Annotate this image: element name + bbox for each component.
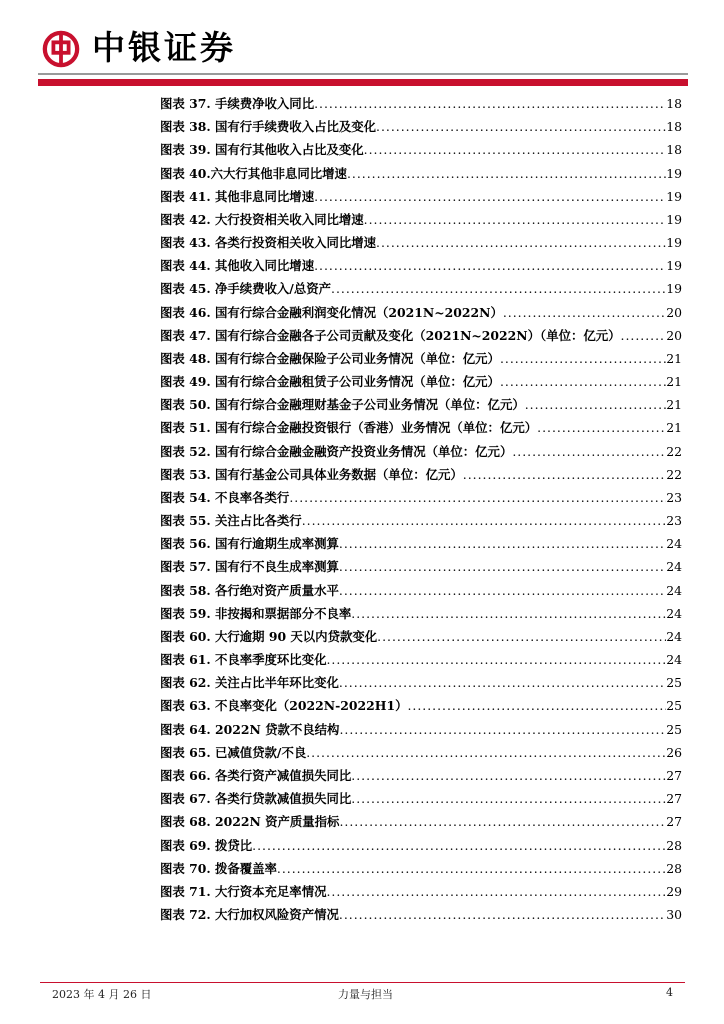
toc-entry-page[interactable]: 18 xyxy=(666,96,682,111)
toc-entry-title[interactable]: 图表 58. 各行绝对资产质量水平 xyxy=(160,582,339,598)
toc-entry[interactable] xyxy=(160,880,682,903)
toc-entry-page[interactable]: 21 xyxy=(666,397,682,413)
toc-entry[interactable] xyxy=(160,185,682,208)
toc-entry[interactable] xyxy=(160,347,682,370)
toc-entry-page[interactable]: 23 xyxy=(666,513,682,529)
toc-dot-leader xyxy=(364,208,667,231)
toc-entry-title[interactable]: 图表 67. 各类行贷款减值损失同比 xyxy=(160,791,352,807)
header-red-rule xyxy=(38,79,688,86)
toc-entry-page[interactable]: 24 xyxy=(666,652,682,668)
table-of-figures xyxy=(160,92,682,926)
toc-entry-page[interactable]: 18 xyxy=(666,142,682,158)
toc-entry-title[interactable]: 图表 70. 拨备覆盖率 xyxy=(160,860,277,876)
toc-entry[interactable] xyxy=(160,857,682,880)
footer-rule xyxy=(40,982,685,983)
toc-entry-title[interactable]: 图表 37. 手续费净收入同比 xyxy=(160,96,315,111)
toc-dot-leader xyxy=(364,138,667,161)
toc-dot-leader xyxy=(503,301,666,324)
toc-entry-title[interactable]: 图表 60. 大行逾期 90 天以内贷款变化 xyxy=(160,628,378,644)
toc-entry-page[interactable]: 27 xyxy=(666,814,682,830)
toc-entry-title[interactable]: 图表 63. 不良率变化（2022N-2022H1） xyxy=(160,698,408,714)
toc-dot-leader xyxy=(314,92,666,115)
toc-entry-page[interactable]: 21 xyxy=(666,420,682,436)
toc-entry-page[interactable]: 25 xyxy=(666,675,682,691)
toc-dot-leader xyxy=(500,370,666,393)
toc-dot-leader xyxy=(537,416,666,439)
toc-entry-title[interactable]: 图表 40.六大行其他非息同比增速 xyxy=(160,165,347,181)
toc-entry-title[interactable]: 图表 69. 拨贷比 xyxy=(160,837,253,853)
toc-dot-leader xyxy=(525,393,666,416)
toc-entry-page[interactable]: 21 xyxy=(666,350,682,366)
toc-entry-title[interactable]: 图表 71. 大行资本充足率情况 xyxy=(160,883,327,899)
toc-entry-title[interactable]: 图表 45. 净手续费收入/总资产 xyxy=(160,281,332,297)
toc-entry-page[interactable]: 27 xyxy=(666,767,682,783)
toc-entry-page[interactable]: 23 xyxy=(666,489,682,505)
toc-entry[interactable] xyxy=(160,579,682,602)
toc-entry-title[interactable]: 图表 62. 关注占比半年环比变化 xyxy=(160,675,339,691)
toc-entry-title[interactable]: 图表 39. 国有行其他收入占比及变化 xyxy=(160,142,364,158)
toc-dot-leader xyxy=(339,532,666,555)
toc-entry[interactable] xyxy=(160,92,682,115)
toc-entry-title[interactable]: 图表 66. 各类行资产减值损失同比 xyxy=(160,767,352,783)
toc-entry-page[interactable]: 19 xyxy=(666,211,682,227)
toc-dot-leader xyxy=(326,648,666,671)
toc-entry-title[interactable]: 图表 61. 不良率季度环比变化 xyxy=(160,652,327,668)
toc-dot-leader xyxy=(347,162,666,185)
toc-entry-page[interactable]: 25 xyxy=(666,721,682,737)
toc-entry[interactable] xyxy=(160,671,682,694)
toc-entry[interactable] xyxy=(160,231,682,254)
toc-dot-leader xyxy=(351,787,666,810)
toc-entry-title[interactable]: 图表 53. 国有行基金公司具体业务数据（单位：亿元） xyxy=(160,466,463,482)
toc-entry-title[interactable]: 图表 54. 不良率各类行 xyxy=(160,489,290,505)
toc-dot-leader xyxy=(331,277,666,300)
toc-entry[interactable] xyxy=(160,903,682,926)
toc-entry-page[interactable]: 28 xyxy=(666,837,682,853)
toc-entry-title[interactable]: 图表 41. 其他非息同比增速 xyxy=(160,188,315,204)
toc-entry-page[interactable]: 22 xyxy=(666,443,682,459)
toc-entry[interactable] xyxy=(160,509,682,532)
toc-entry-page[interactable]: 19 xyxy=(666,235,682,251)
toc-entry-title[interactable]: 图表 38. 国有行手续费收入占比及变化 xyxy=(160,119,377,135)
toc-entry-page[interactable]: 24 xyxy=(666,605,682,621)
toc-entry-title[interactable]: 图表 55. 关注占比各类行 xyxy=(160,513,302,529)
toc-dot-leader xyxy=(377,625,666,648)
toc-entry-page[interactable]: 19 xyxy=(666,165,682,181)
toc-entry-title[interactable]: 图表 59. 非按揭和票据部分不良率 xyxy=(160,605,352,621)
toc-entry[interactable] xyxy=(160,138,682,161)
toc-dot-leader xyxy=(339,555,666,578)
toc-entry[interactable] xyxy=(160,787,682,810)
footer-date: 2023 年 4 月 26 日 xyxy=(52,988,152,1001)
toc-dot-leader xyxy=(252,834,666,857)
toc-entry-page[interactable]: 24 xyxy=(666,582,682,598)
toc-entry-page[interactable]: 29 xyxy=(666,883,682,899)
toc-entry-page[interactable]: 24 xyxy=(666,559,682,575)
toc-entry-title[interactable]: 图表 52. 国有行综合金融金融资产投资业务情况（单位：亿元） xyxy=(160,443,513,459)
toc-entry-page[interactable]: 19 xyxy=(666,258,682,274)
toc-dot-leader xyxy=(302,509,667,532)
toc-entry-title[interactable]: 图表 49. 国有行综合金融租赁子公司业务情况（单位：亿元） xyxy=(160,374,500,390)
toc-dot-leader xyxy=(277,857,666,880)
toc-entry-title[interactable]: 图表 51. 国有行综合金融投资银行（香港）业务情况（单位：亿元） xyxy=(160,420,538,436)
toc-dot-leader xyxy=(463,463,666,486)
toc-entry-page[interactable]: 18 xyxy=(666,119,682,135)
toc-dot-leader xyxy=(339,718,666,741)
toc-entry[interactable] xyxy=(160,115,682,138)
toc-dot-leader xyxy=(339,579,666,602)
toc-entry-page[interactable]: 26 xyxy=(666,744,682,760)
header-gray-rule xyxy=(38,73,688,75)
toc-entry-title[interactable]: 图表 44. 其他收入同比增速 xyxy=(160,258,315,274)
toc-entry[interactable] xyxy=(160,370,682,393)
toc-dot-leader xyxy=(407,694,666,717)
toc-entry-page[interactable]: 28 xyxy=(666,860,682,876)
toc-entry[interactable] xyxy=(160,834,682,857)
toc-entry[interactable] xyxy=(160,532,682,555)
toc-dot-leader xyxy=(376,231,666,254)
toc-entry-page[interactable]: 19 xyxy=(666,188,682,204)
toc-entry-page[interactable]: 24 xyxy=(666,536,682,552)
toc-dot-leader xyxy=(326,880,666,903)
toc-entry[interactable] xyxy=(160,440,682,463)
toc-dot-leader xyxy=(500,347,666,370)
toc-dot-leader xyxy=(314,185,666,208)
toc-entry-page[interactable]: 27 xyxy=(666,791,682,807)
brand-name: 中银证券 xyxy=(92,28,236,67)
toc-entry-title[interactable]: 图表 43. 各类行投资相关收入同比增速 xyxy=(160,235,377,251)
toc-entry[interactable] xyxy=(160,810,682,833)
toc-dot-leader xyxy=(512,440,666,463)
toc-dot-leader xyxy=(339,671,666,694)
toc-entry-title[interactable]: 图表 50. 国有行综合金融理财基金子公司业务情况（单位：亿元） xyxy=(160,397,525,413)
toc-dot-leader xyxy=(351,602,666,625)
toc-entry[interactable] xyxy=(160,486,682,509)
toc-entry[interactable] xyxy=(160,625,682,648)
toc-entry-title[interactable]: 图表 42. 大行投资相关收入同比增速 xyxy=(160,211,364,227)
footer-motto: 力量与担当 xyxy=(338,988,393,1001)
toc-entry-title[interactable]: 图表 65. 已减值贷款/不良 xyxy=(160,744,307,760)
toc-entry[interactable] xyxy=(160,208,682,231)
toc-entry-page[interactable]: 25 xyxy=(666,698,682,714)
toc-entry[interactable] xyxy=(160,741,682,764)
toc-entry-page[interactable]: 19 xyxy=(666,281,682,297)
toc-dot-leader xyxy=(339,810,666,833)
toc-entry[interactable] xyxy=(160,602,682,625)
toc-entry-title[interactable]: 图表 46. 国有行综合金融利润变化情况（2021N~2022N） xyxy=(160,304,503,320)
toc-entry-page[interactable]: 20 xyxy=(666,304,682,320)
toc-entry-page[interactable]: 22 xyxy=(666,466,682,482)
toc-entry-title[interactable]: 图表 72. 大行加权风险资产情况 xyxy=(160,907,339,923)
toc-dot-leader xyxy=(376,115,666,138)
toc-entry-page[interactable]: 30 xyxy=(666,907,682,923)
bank-of-china-logo-icon xyxy=(42,30,80,68)
toc-entry[interactable] xyxy=(160,393,682,416)
toc-dot-leader xyxy=(306,741,666,764)
toc-entry[interactable] xyxy=(160,324,682,347)
toc-entry[interactable] xyxy=(160,301,682,324)
toc-entry-title[interactable]: 图表 48. 国有行综合金融保险子公司业务情况（单位：亿元） xyxy=(160,350,500,366)
toc-entry[interactable] xyxy=(160,416,682,439)
toc-entry-title[interactable]: 图表 57. 国有行不良生成率测算 xyxy=(160,559,339,575)
toc-entry-page[interactable]: 24 xyxy=(666,628,682,644)
toc-dot-leader xyxy=(339,903,666,926)
toc-entry-title[interactable]: 图表 68. 2022N 资产质量指标 xyxy=(160,814,340,830)
toc-entry-page[interactable]: 20 xyxy=(666,327,682,343)
toc-entry-title[interactable]: 图表 47. 国有行综合金融各子公司贡献及变化（2021N~2022N）（单位：亿元） xyxy=(160,327,621,343)
toc-entry-title[interactable]: 图表 64. 2022N 贷款不良结构 xyxy=(160,721,340,737)
toc-entry-page[interactable]: 21 xyxy=(666,374,682,390)
toc-entry[interactable] xyxy=(160,764,682,787)
toc-entry[interactable] xyxy=(160,162,682,185)
toc-entry[interactable] xyxy=(160,254,682,277)
toc-dot-leader xyxy=(621,324,667,347)
toc-dot-leader xyxy=(289,486,666,509)
toc-entry[interactable] xyxy=(160,694,682,717)
footer-page-number: 4 xyxy=(666,986,673,999)
page-header xyxy=(0,0,724,90)
toc-dot-leader xyxy=(314,254,666,277)
toc-entry[interactable] xyxy=(160,718,682,741)
toc-entry-title[interactable]: 图表 56. 国有行逾期生成率测算 xyxy=(160,536,339,552)
toc-entry[interactable] xyxy=(160,555,682,578)
toc-entry[interactable] xyxy=(160,463,682,486)
toc-entry[interactable] xyxy=(160,277,682,300)
toc-dot-leader xyxy=(351,764,666,787)
toc-entry[interactable] xyxy=(160,648,682,671)
